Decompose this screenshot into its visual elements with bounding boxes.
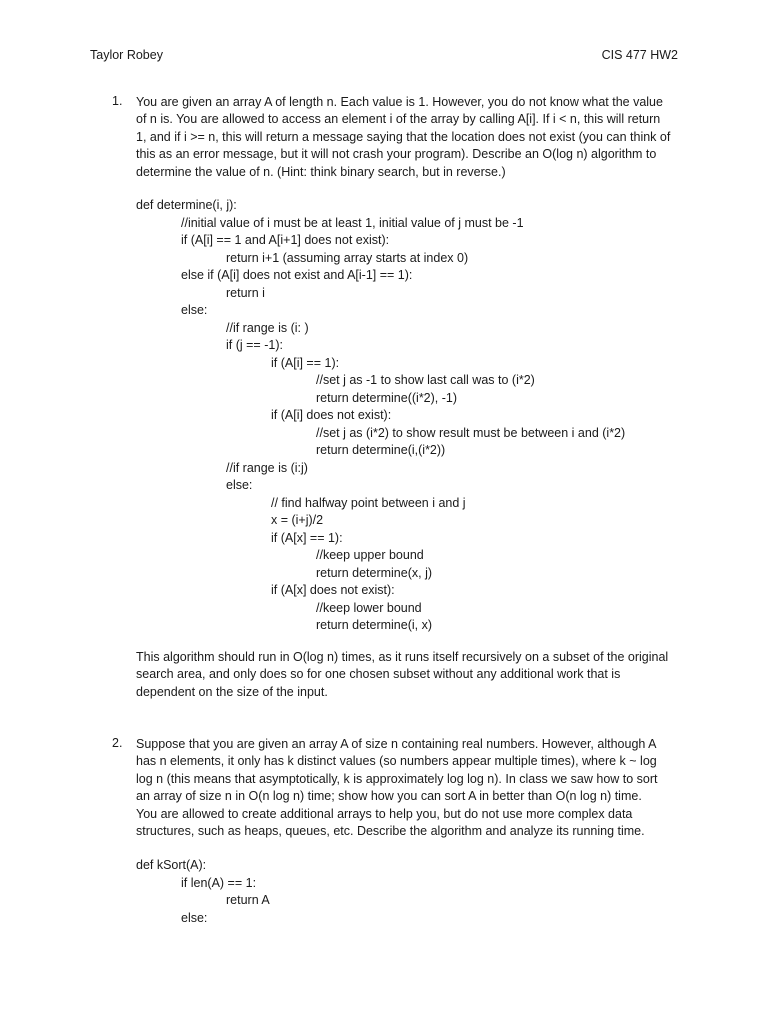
prompt-line: 1, and if i >= n, this will return a message saying that the location does not exist (you can think of: [136, 129, 671, 144]
prompt-line: Suppose that you are given an array A of size n containing real numbers. However, although A: [136, 737, 657, 751]
prompt-line: determine the value of n. (Hint: think binary search, but in reverse.): [136, 164, 506, 179]
code-line: //keep upper bound: [316, 548, 424, 562]
code-line: if (A[x] does not exist):: [271, 583, 395, 597]
code-line: return A: [226, 893, 270, 907]
code-line: //initial value of i must be at least 1, initial value of j must be -1: [181, 215, 524, 230]
question-number: 1.: [112, 94, 123, 108]
course-title: CIS 477 HW2: [601, 48, 678, 62]
prompt-line: You are allowed to create additional arrays to help you, but do not use more complex data: [136, 806, 633, 821]
code-line: //if range is (i:j): [226, 460, 308, 475]
code-line: x = (i+j)/2: [271, 513, 324, 527]
prompt-line: this as an error message, but it will not crash your program). Describe an O(log n) algorithm to: [136, 147, 657, 162]
code-line: //if range is (i: ): [226, 320, 309, 335]
code-line: //keep lower bound: [316, 600, 422, 615]
code-line: else:: [181, 910, 208, 925]
code-line: def determine(i, j):: [136, 198, 237, 212]
code-block-determine: [136, 197, 696, 635]
prompt-line: an array of size n in O(n log n) time; show how you can sort A in better than O(n log n) time.: [136, 789, 642, 804]
prompt-line: log n (this means that asymptotically, k is approximately log log n). In class we saw how to sort: [136, 771, 658, 786]
code-line: // find halfway point between i and j: [271, 495, 466, 510]
question-number: 2.: [112, 736, 123, 750]
prompt-line: of n is. You are allowed to access an element i of the array by calling A[i]. If i < n, this will return: [136, 112, 661, 127]
code-line: if (j == -1):: [226, 338, 283, 352]
code-line: return determine((i*2), -1): [316, 390, 458, 405]
code-line: if (A[i] == 1 and A[i+1] does not exist):: [181, 233, 390, 247]
code-line: return i: [226, 285, 265, 300]
code-line: //set j as -1 to show last call was to (i*2): [316, 373, 535, 387]
code-line: if len(A) == 1:: [181, 875, 257, 890]
code-line: else if (A[i] does not exist and A[i-1] == 1):: [181, 268, 413, 282]
prompt-line: structures, such as heaps, queues, etc. Describe the algorithm and analyze its running time.: [136, 823, 645, 838]
analysis-line: search area, and only does so for one chosen subset without any additional work that is: [136, 667, 621, 682]
code-line: def kSort(A):: [136, 858, 207, 872]
code-line: else:: [181, 303, 208, 317]
code-line: return determine(i,(i*2)): [316, 443, 446, 457]
code-block-ksort: [136, 857, 696, 927]
analysis-line: dependent on the size of the input.: [136, 684, 328, 699]
code-line: else:: [226, 478, 253, 492]
code-line: if (A[x] == 1):: [271, 530, 343, 545]
code-line: return i+1 (assuming array starts at index 0): [226, 250, 469, 265]
prompt-line: has n elements, it only has k distinct values (so numbers appear multiple times), where k ~ log: [136, 754, 657, 769]
code-line: if (A[i] does not exist):: [271, 408, 392, 422]
question-prompt: [136, 736, 684, 840]
code-line: return determine(i, x): [316, 618, 433, 632]
question-prompt: [136, 94, 684, 181]
code-line: //set j as (i*2) to show result must be between i and (i*2): [316, 425, 626, 440]
author-name: Taylor Robey: [90, 48, 163, 62]
prompt-line: You are given an array A of length n. Each value is 1. However, you do not know what the value: [136, 95, 663, 109]
analysis-line: This algorithm should run in O(log n) times, as it runs itself recursively on a subset of the original: [136, 650, 669, 664]
code-line: if (A[i] == 1):: [271, 355, 340, 370]
code-line: return determine(x, j): [316, 565, 433, 580]
analysis-paragraph: [136, 649, 684, 701]
